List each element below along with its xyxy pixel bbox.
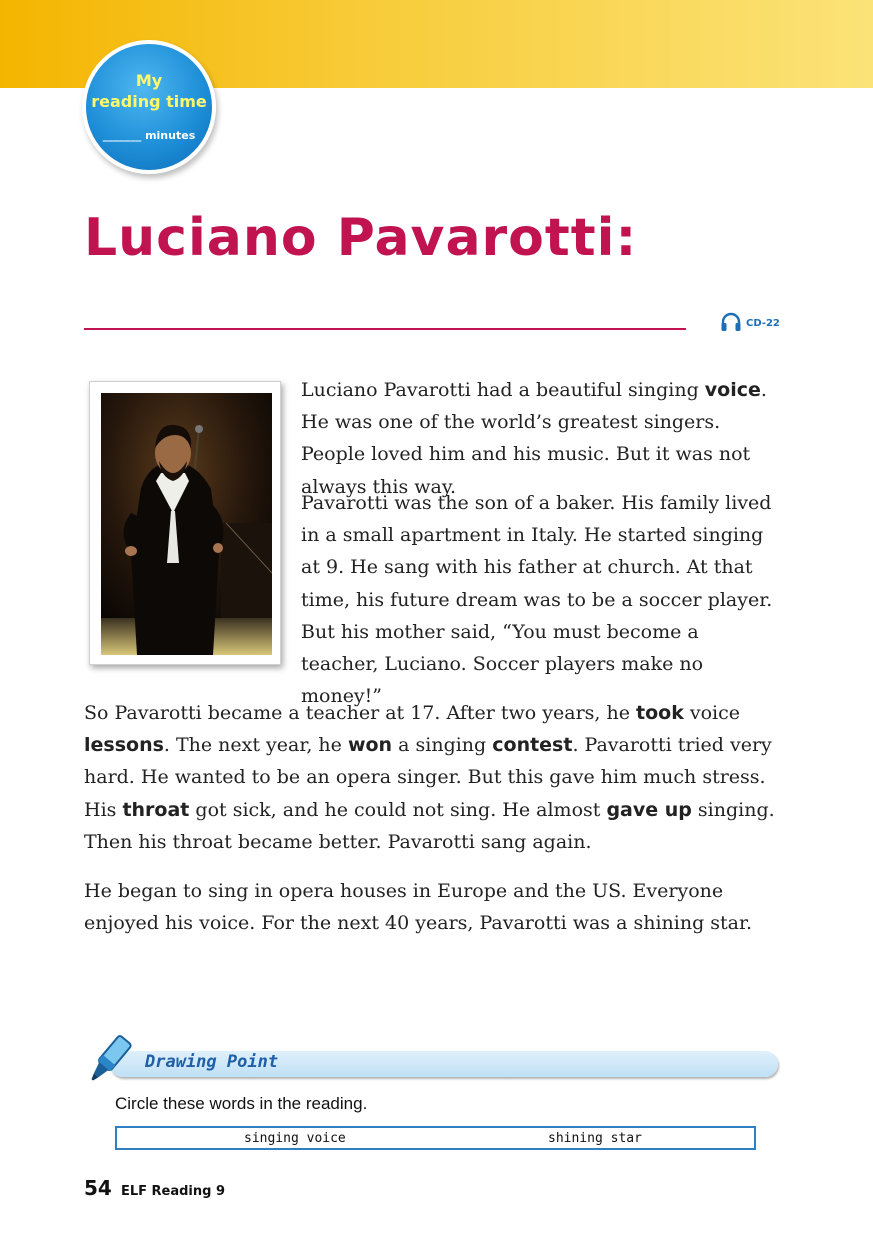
reading-time-badge — [82, 40, 216, 174]
badge-line-reading-time: reading time — [91, 92, 207, 111]
page-number: 54 — [84, 1176, 112, 1200]
vocab-word: throat — [122, 798, 190, 821]
drawing-instruction: Circle these words in the reading. — [115, 1094, 368, 1113]
pavarotti-photo — [101, 393, 272, 655]
book-title: ELF Reading 9 — [120, 1184, 226, 1199]
page-footer — [84, 1176, 225, 1200]
vocab-word: voice — [704, 379, 761, 401]
badge-line-my: My — [135, 71, 163, 90]
paragraph-3: So Pavarotti became a teacher at 17. After two years, he took voice lessons. The next year, he won a singing contest. Pavarotti tried very hard. He wanted to be an opera singer. But this gave him much stress. His throat got sick, and he could not sing. He almost gave up singing. Then his throat became better. Pavarotti sang again. — [84, 702, 775, 853]
page-title: Luciano Pavarotti: — [84, 208, 638, 268]
paragraph-2: Pavarotti was the son of a baker. His family lived in a small apartment in Italy. He started singing at 9. He sang with his father at church. At that time, his future dream was to be a soccer player. But his mother said, “You must become a teacher, Luciano. Soccer players make no money!” — [301, 492, 773, 708]
vocab-word: gave up — [606, 798, 692, 821]
vocab-word: won — [347, 734, 393, 757]
audio-track-label: CD-22 — [746, 317, 780, 329]
headphones-icon — [720, 312, 742, 335]
title-underline — [84, 328, 686, 330]
vocab-word: took — [636, 702, 684, 724]
word-box — [115, 1126, 756, 1150]
drawing-point-label: Drawing Point — [145, 1052, 279, 1072]
highlighter-marker-icon — [84, 1030, 134, 1090]
paragraph-4: He began to sing in opera houses in Europe and the US. Everyone enjoyed his voice. For the next 40 years, Pavarotti was a shining star. — [84, 880, 753, 935]
paragraph-1: Luciano Pavarotti had a beautiful singing voice. He was one of the world’s greatest singers. People loved him and his music. But it was not always this way. — [301, 379, 767, 498]
vocab-word: contest — [492, 734, 573, 757]
word-singing-voice: singing voice — [244, 1131, 346, 1146]
audio-track[interactable] — [720, 312, 780, 334]
vocab-word: lessons — [84, 734, 164, 757]
badge-line-minutes: _______ minutes — [102, 129, 196, 142]
photo-frame — [89, 381, 281, 665]
word-shining-star: shining star — [548, 1131, 642, 1146]
